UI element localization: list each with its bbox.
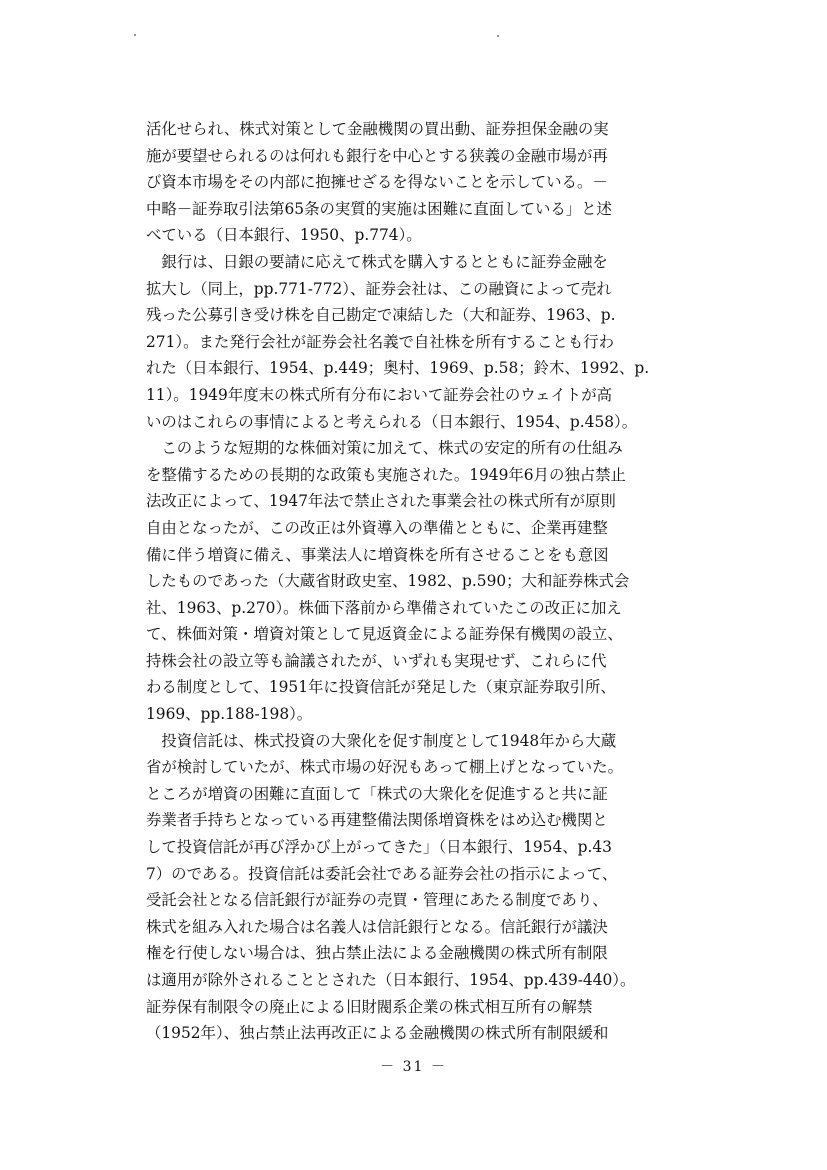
text-line: して投資信託が再び浮かび上がってきた」（日本銀行、1954、p.43: [146, 838, 612, 857]
text-line: いのはこれらの事情によると考えられる（日本銀行、1954、p.458）。: [146, 412, 638, 431]
text-line: 中略－証券取引法第65条の実質的実施は困難に直面している」と述: [146, 199, 612, 218]
text-line: を整備するための長期的な政策も実施された。1949年6月の独占禁止: [146, 465, 626, 484]
text-line: わる制度として、1951年に投資信託が発足した（東京証券取引所、: [146, 678, 616, 697]
scan-speck: [134, 34, 136, 36]
text-line: 省が検討していたが、株式市場の好況もあって棚上げとなっていた。: [146, 758, 623, 777]
body-text: [146, 116, 706, 1047]
text-line: 受託会社となる信託銀行が証券の売買・管理にあたる制度であり、: [146, 891, 608, 910]
text-line: 11）。1949年度末の株式所有分布において証券会社のウェイトが高: [146, 385, 612, 404]
text-line: 残った公募引き受け株を自己勘定で凍結した（大和証券、1963、p.: [146, 306, 616, 325]
text-line: 権を行使しない場合は、独占禁止法による金融機関の株式所有制限: [146, 944, 608, 963]
text-line: 自由となったが、この改正は外資導入の準備とともに、企業再建整: [146, 518, 608, 537]
text-line: 7）のである。投資信託は委託会社である証券会社の指示によって、: [146, 864, 618, 883]
scan-speck: [497, 35, 499, 37]
text-line: このような短期的な株価対策に加えて、株式の安定的所有の仕組み: [146, 439, 623, 458]
text-line: 持株会社の設立等も論議されたが、いずれも実現せず、これらに代: [146, 651, 607, 670]
text-line: したものであった（大蔵省財政史室、1982、p.590；大和証券株式会: [146, 572, 630, 591]
text-line: 証券保有制限令の廃止による旧財閥系企業の株式相互所有の解禁: [146, 997, 593, 1016]
text-line: 1969、pp.188-198）。: [146, 705, 313, 724]
text-line: （1952年）、独占禁止法再改正による金融機関の株式所有制限緩和: [146, 1024, 609, 1043]
text-line: び資本市場をその内部に抱擁せざるを得ないことを示している。－: [146, 173, 608, 192]
text-line: 271）。また発行会社が証券会社名義で自社株を所有することも行わ: [146, 332, 615, 351]
text-line: て、株価対策・増資対策として見返資金による証券保有機関の設立、: [146, 625, 623, 644]
text-line: 拡大し（同上，pp.771-772）、証券会社は、この融資によって売れ: [146, 279, 612, 298]
text-line: れた（日本銀行、1954、p.449；奥村、1969、p.58；鈴木、1992、p.: [146, 359, 650, 378]
text-line: べている（日本銀行、1950、p.774）。: [146, 226, 422, 245]
page-number: － 31 －: [380, 1059, 447, 1075]
text-line: 投資信託は、株式投資の大衆化を促す制度として1948年から大蔵: [146, 731, 617, 750]
text-line: 法改正によって、1947年法で禁止された事業会社の株式所有が原則: [146, 492, 616, 511]
text-line: 活化せられ、株式対策として金融機関の買出動、証券担保金融の実: [146, 120, 609, 138]
text-line: 社、1963、p.270）。株価下落前から準備されていたこの改正に加え: [146, 598, 622, 617]
text-line: 備に伴う増資に備え、事業法人に増資株を所有させることをも意図: [146, 545, 609, 564]
text-line: 銀行は、日銀の要請に応えて株式を購入するとともに証券金融を: [146, 252, 608, 271]
text-line: ところが増資の困難に直面して「株式の大衆化を促進すると共に証: [146, 784, 608, 803]
text-line: 券業者手持ちとなっている再建整備法関係増資株をはめ込む機関と: [146, 811, 608, 830]
text-line: は適用が除外されることとされた（日本銀行、1954、pp.439-440）。: [146, 971, 636, 989]
text-line: 施が要望せられるのは何れも銀行を中心とする狭義の金融市場が再: [146, 146, 608, 165]
text-line: 株式を組み入れた場合は名義人は信託銀行となる。信託銀行が議決: [146, 917, 608, 936]
